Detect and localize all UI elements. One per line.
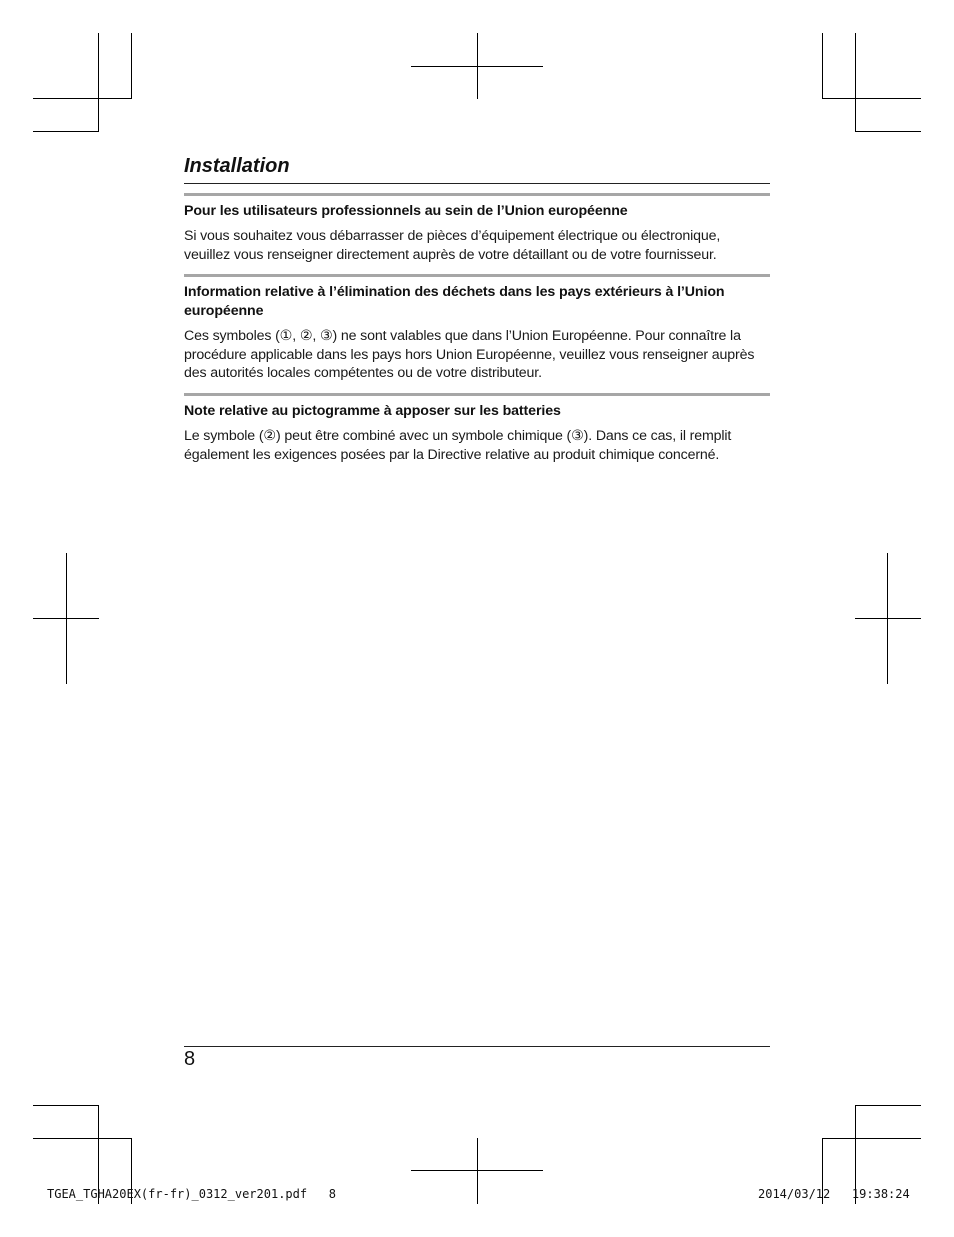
page-title: Installation [184,155,290,177]
print-datetime: 2014/03/12 19:38:24 [758,1187,910,1201]
section-heading: Information relative à l’élimination des déchets dans les pays extérieurs à l’Union européenne [184,284,725,319]
section-eu-professional-users [184,193,770,264]
page-number: 8 [184,1048,196,1070]
section-battery-symbol-note [184,393,770,464]
section-divider [184,393,770,396]
section-body: Si vous souhaitez vous débarrasser de pièces d’équipement électrique ou électronique, veuillez vous renseigner directement auprès de votre détaillant ou de votre fournisseur. [184,228,721,263]
section-disposal-outside-eu [184,274,770,383]
print-filename: TGEA_TGHA20EX(fr-fr)_0312_ver201.pdf 8 [47,1187,336,1201]
section-divider [184,274,770,277]
section-heading: Pour les utilisateurs professionnels au sein de l’Union européenne [184,203,628,219]
section-heading: Note relative au pictogramme à apposer sur les batteries [184,403,561,419]
footer-divider [184,1046,770,1047]
title-divider [184,183,770,184]
section-divider [184,193,770,196]
section-body: Le symbole (②) peut être combiné avec un symbole chimique (③). Dans ce cas, il remplit également les exigences posées par la Directive relative au produit chimique concerné. [184,428,732,463]
section-body: Ces symboles (①, ②, ③) ne sont valables que dans l’Union Européenne. Pour connaître la procédure applicable dans les pays hors Union Européenne, veuillez vous renseigner auprès des autorités locales compétentes ou de votre distributeur. [184,328,755,381]
